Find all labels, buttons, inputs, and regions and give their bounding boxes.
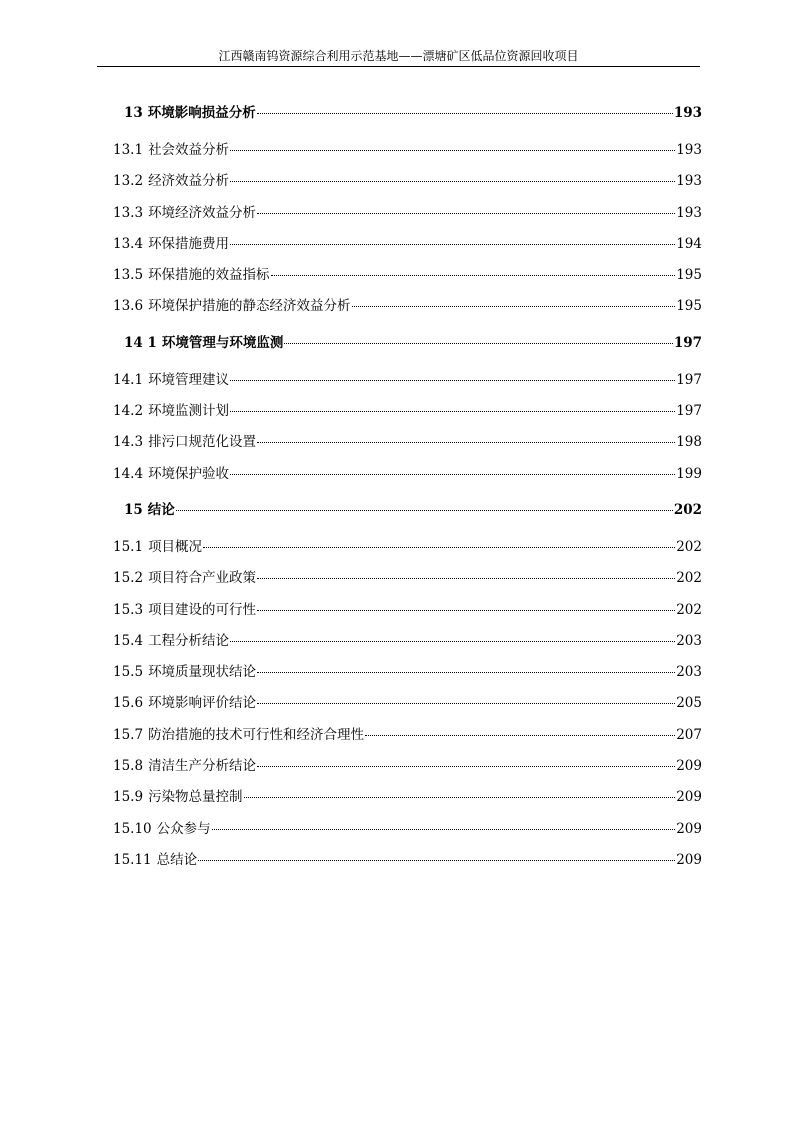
toc-entry-title: 公众参与 xyxy=(156,820,211,837)
toc-entry-number: 15.8 xyxy=(113,758,144,775)
toc-dot-leader xyxy=(230,474,675,475)
toc-section-entry[interactable] xyxy=(113,294,702,325)
toc-dot-leader xyxy=(257,766,675,767)
toc-entry-title: 污染物总量控制 xyxy=(148,789,243,806)
toc-entry-page: 202 xyxy=(676,570,702,587)
toc-chapter-entry[interactable] xyxy=(113,96,702,138)
toc-section-entry[interactable] xyxy=(113,723,702,754)
toc-dot-leader xyxy=(271,275,676,276)
table-of-contents xyxy=(113,96,702,879)
toc-dot-leader xyxy=(176,510,673,511)
toc-dot-leader xyxy=(230,181,675,182)
toc-entry-title: 环境影响评价结论 xyxy=(148,695,257,712)
toc-dot-leader xyxy=(203,547,675,548)
toc-section-entry[interactable] xyxy=(113,169,702,200)
toc-dot-leader xyxy=(365,735,675,736)
toc-entry-page: 209 xyxy=(676,820,702,837)
toc-entry-title: 环境管理建议 xyxy=(148,371,230,388)
toc-dot-leader xyxy=(352,306,676,307)
toc-dot-leader xyxy=(257,610,675,611)
toc-section-entry[interactable] xyxy=(113,535,702,566)
toc-entry-page: 193 xyxy=(673,105,702,121)
toc-section-entry[interactable] xyxy=(113,462,702,493)
page-header: 江西赣南钨资源综合利用示范基地——漂塘矿区低品位资源回收项目 xyxy=(97,46,700,67)
toc-dot-leader xyxy=(198,860,675,861)
toc-entry-number: 13 xyxy=(124,105,143,121)
toc-entry-number: 13.1 xyxy=(113,142,144,158)
toc-entry-page: 197 xyxy=(676,403,702,420)
toc-dot-leader xyxy=(257,578,675,579)
toc-section-entry[interactable] xyxy=(113,817,702,848)
toc-entry-number: 15.1 xyxy=(113,538,144,555)
toc-dot-leader xyxy=(244,797,676,798)
toc-entry-title: 环境经济效益分析 xyxy=(148,204,257,221)
toc-dot-leader xyxy=(284,343,672,344)
toc-entry-page: 209 xyxy=(676,758,702,775)
toc-dot-leader xyxy=(230,641,675,642)
toc-entry-page: 209 xyxy=(676,851,702,868)
toc-dot-leader xyxy=(212,829,676,830)
toc-entry-number: 15.11 xyxy=(113,851,152,868)
toc-entry-number: 15.10 xyxy=(113,820,152,837)
toc-section-entry[interactable] xyxy=(113,368,702,399)
toc-entry-page: 203 xyxy=(676,632,702,649)
toc-section-entry[interactable] xyxy=(113,848,702,879)
toc-entry-number: 15.9 xyxy=(113,789,144,806)
toc-entry-title: 结论 xyxy=(147,501,175,518)
toc-entry-title: 项目符合产业政策 xyxy=(148,570,257,587)
toc-entry-page: 195 xyxy=(676,298,702,315)
toc-section-entry[interactable] xyxy=(113,660,702,691)
toc-entry-title: 环境影响损益分析 xyxy=(147,105,256,121)
toc-entry-title: 环保措施的效益指标 xyxy=(148,267,270,284)
toc-section-entry[interactable] xyxy=(113,232,702,263)
toc-entry-number: 14.4 xyxy=(113,465,144,482)
toc-section-entry[interactable] xyxy=(113,629,702,660)
toc-entry-page: 197 xyxy=(673,334,702,351)
toc-entry-title: 环境保护验收 xyxy=(148,465,230,482)
toc-entry-page: 209 xyxy=(676,789,702,806)
toc-entry-number: 14.3 xyxy=(113,434,144,451)
toc-entry-page: 203 xyxy=(676,664,702,681)
toc-entry-number: 15 xyxy=(124,501,143,518)
toc-entry-number: 15.3 xyxy=(113,601,144,618)
toc-entry-page: 202 xyxy=(676,601,702,618)
toc-entry-page: 199 xyxy=(676,465,702,482)
toc-entry-title: 总结论 xyxy=(156,851,198,868)
toc-entry-title: 环境监测计划 xyxy=(148,403,230,420)
toc-entry-page: 193 xyxy=(676,204,702,221)
toc-section-entry[interactable] xyxy=(113,201,702,232)
toc-chapter-entry[interactable] xyxy=(113,493,702,535)
toc-section-entry[interactable] xyxy=(113,430,702,461)
toc-entry-page: 207 xyxy=(676,726,702,743)
toc-entry-title: 项目概况 xyxy=(148,538,203,555)
toc-entry-title: 排污口规范化设置 xyxy=(148,434,257,451)
toc-dot-leader xyxy=(257,213,675,214)
toc-entry-page: 202 xyxy=(676,538,702,555)
toc-entry-page: 193 xyxy=(676,173,702,190)
toc-dot-leader xyxy=(230,150,675,151)
toc-entry-page: 197 xyxy=(676,371,702,388)
toc-entry-title: 环境管理与环境监测 xyxy=(161,334,284,351)
toc-entry-number: 15.7 xyxy=(113,726,144,743)
toc-entry-page: 198 xyxy=(676,434,702,451)
toc-entry-title: 社会效益分析 xyxy=(148,142,230,158)
toc-entry-number: 15.5 xyxy=(113,664,144,681)
toc-entry-number: 15.4 xyxy=(113,632,144,649)
toc-entry-number: 13.2 xyxy=(113,173,144,190)
toc-dot-leader xyxy=(257,442,675,443)
toc-entry-number: 13.3 xyxy=(113,204,144,221)
toc-entry-number: 14.1 xyxy=(113,371,144,388)
toc-entry-page: 195 xyxy=(676,267,702,284)
toc-entry-number: 13.6 xyxy=(113,298,144,315)
toc-entry-title: 工程分析结论 xyxy=(148,632,230,649)
toc-dot-leader xyxy=(230,411,675,412)
toc-section-entry[interactable] xyxy=(113,399,702,430)
toc-section-entry[interactable] xyxy=(113,785,702,816)
toc-entry-number: 14.2 xyxy=(113,403,144,420)
toc-entry-title: 环境保护措施的静态经济效益分析 xyxy=(148,298,351,315)
toc-section-entry[interactable] xyxy=(113,263,702,294)
toc-entry-number: 13.4 xyxy=(113,235,144,252)
toc-entry-number: 15.2 xyxy=(113,570,144,587)
toc-entry-number: 15.6 xyxy=(113,695,144,712)
toc-chapter-entry[interactable] xyxy=(113,326,702,368)
toc-entry-title: 经济效益分析 xyxy=(148,173,230,190)
toc-entry-title: 环保措施费用 xyxy=(148,235,230,252)
toc-dot-leader xyxy=(257,113,673,114)
toc-dot-leader xyxy=(230,244,675,245)
toc-dot-leader xyxy=(257,703,675,704)
toc-entry-page: 194 xyxy=(676,235,702,252)
toc-section-entry[interactable] xyxy=(113,754,702,785)
toc-section-entry[interactable] xyxy=(113,138,702,169)
toc-entry-title: 防治措施的技术可行性和经济合理性 xyxy=(148,726,365,743)
toc-entry-page: 193 xyxy=(676,142,702,158)
toc-entry-title: 清洁生产分析结论 xyxy=(148,758,257,775)
toc-entry-title: 环境质量现状结论 xyxy=(148,664,257,681)
toc-entry-number: 13.5 xyxy=(113,267,144,284)
toc-section-entry[interactable] xyxy=(113,566,702,597)
toc-entry-title: 项目建设的可行性 xyxy=(148,601,257,618)
toc-dot-leader xyxy=(230,380,675,381)
toc-section-entry[interactable] xyxy=(113,598,702,629)
toc-entry-number: 14 1 xyxy=(124,334,157,351)
toc-entry-page: 202 xyxy=(673,501,702,518)
toc-dot-leader xyxy=(257,672,675,673)
toc-entry-page: 205 xyxy=(676,695,702,712)
toc-section-entry[interactable] xyxy=(113,691,702,722)
